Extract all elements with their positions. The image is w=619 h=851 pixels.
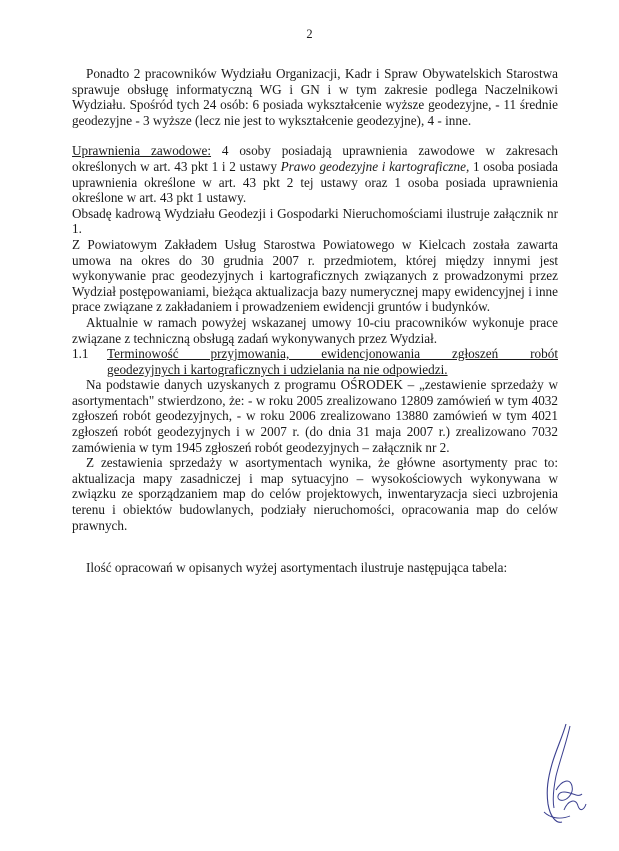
handwritten-signature [526,720,590,830]
section-heading [72,346,558,377]
paragraph-assortments: Z zestawienia sprzedaży w asortymentach wynika, że główne asortymenty prac to: aktualizacja mapy zasadniczej i map sytuacyjno – wysokościowych wykonywana w związku ze sporządzaniem map do celów projektowych, inwentaryzacja sieci uzbrojenia terenu i obiektów budowlanych, podziały nieruchomości, opracowania map do celów prawnych. [72,455,558,533]
law-title: Prawo geodezyjne i kartograficzne, [280,158,470,174]
paragraph-contract: Z Powiatowym Zakładem Usług Starostwa Powiatowego w Kielcach została zawarta umowa na okres do 30 grudnia 2007 r. przedmiotem, której między innymi jest wykonywanie prac geodezyjnych i kartograficznych związanych z prowadzonymi przez Wydział postępowaniami, bieżąca aktualizacja bazy numerycznej mapy ewidencyjnej i inne prace związane z zakładaniem i prowadzeniem ewidencji gruntów i budynków. [72,236,558,315]
page-number: 2 [306,27,313,41]
section-number: 1.1 [72,346,89,362]
document-body [72,66,558,576]
paragraph-staff-it: Ponadto 2 pracowników Wydziału Organizacji, Kadr i Spraw Obywatelskich Starostwa sprawuje obsługę informatyczną WG i GN i w tym zakresie podlega Naczelnikowi Wydziału. Spośród tych 24 osób: 6 posiada wykształcenie wyższe geodezyjne, - 11 średnie geodezyjne - 3 wyższe (lecz nie jest to wykształcenie geodezyjne), 4 - inne. [72,66,558,128]
qualifications-text-a: 4 osoby posiadają uprawnienia zawodowe w zakresach określonych w art. 43 pkt 1 i 2 ustawy [72,143,559,174]
section-title-line-1: Terminowość przyjmowania, ewidencjonowania zgłoszeń robót [107,346,558,362]
qualifications-text-b: 1 osoba posiada uprawnienia określone w art. 43 pkt 2 tej ustawy oraz 1 osoba posiada uprawnienia określone w art. 43 pkt 1 ustawy. [72,158,558,206]
paragraph-staffing-annex: Obsadę kadrową Wydziału Geodezji i Gospodarki Nieruchomościami ilustruje załącznik nr 1. [72,205,558,237]
paragraph-qualifications [72,143,558,205]
qualifications-label: Uprawnienia zawodowe: [72,143,212,159]
paragraph-orders-data: Na podstawie danych uzyskanych z programu OŚRODEK – „zestawienie sprzedaży w asortymentach" stwierdzono, że: - w roku 2005 zrealizowano 12809 zamówień w tym 4032 zgłoszeń robót geodezyjnych, - w roku 2006 zrealizowano 13880 zamówień w tym 4021 zgłoszeń robót geodezyjnych i w 2007 r. (do dnia 31 maja 2007 r.) zrealizowano 7032 zamówienia w tym 1945 zgłoszeń robót geodezyjnych – załącznik nr 2. [72,377,558,455]
section-title [107,346,558,377]
section-title-line-2: geodezyjnych i kartograficznych i udzielania na nie odpowiedzi. [107,361,448,377]
paragraph-table-intro: Ilość opracowań w opisanych wyżej asortymentach ilustruje następująca tabela: [86,560,508,576]
paragraph-current-staff: Aktualnie w ramach powyżej wskazanej umowy 10-ciu pracowników wykonuje prace związane z techniczną obsługą zadań wykonywanych przez Wydział. [72,314,558,346]
